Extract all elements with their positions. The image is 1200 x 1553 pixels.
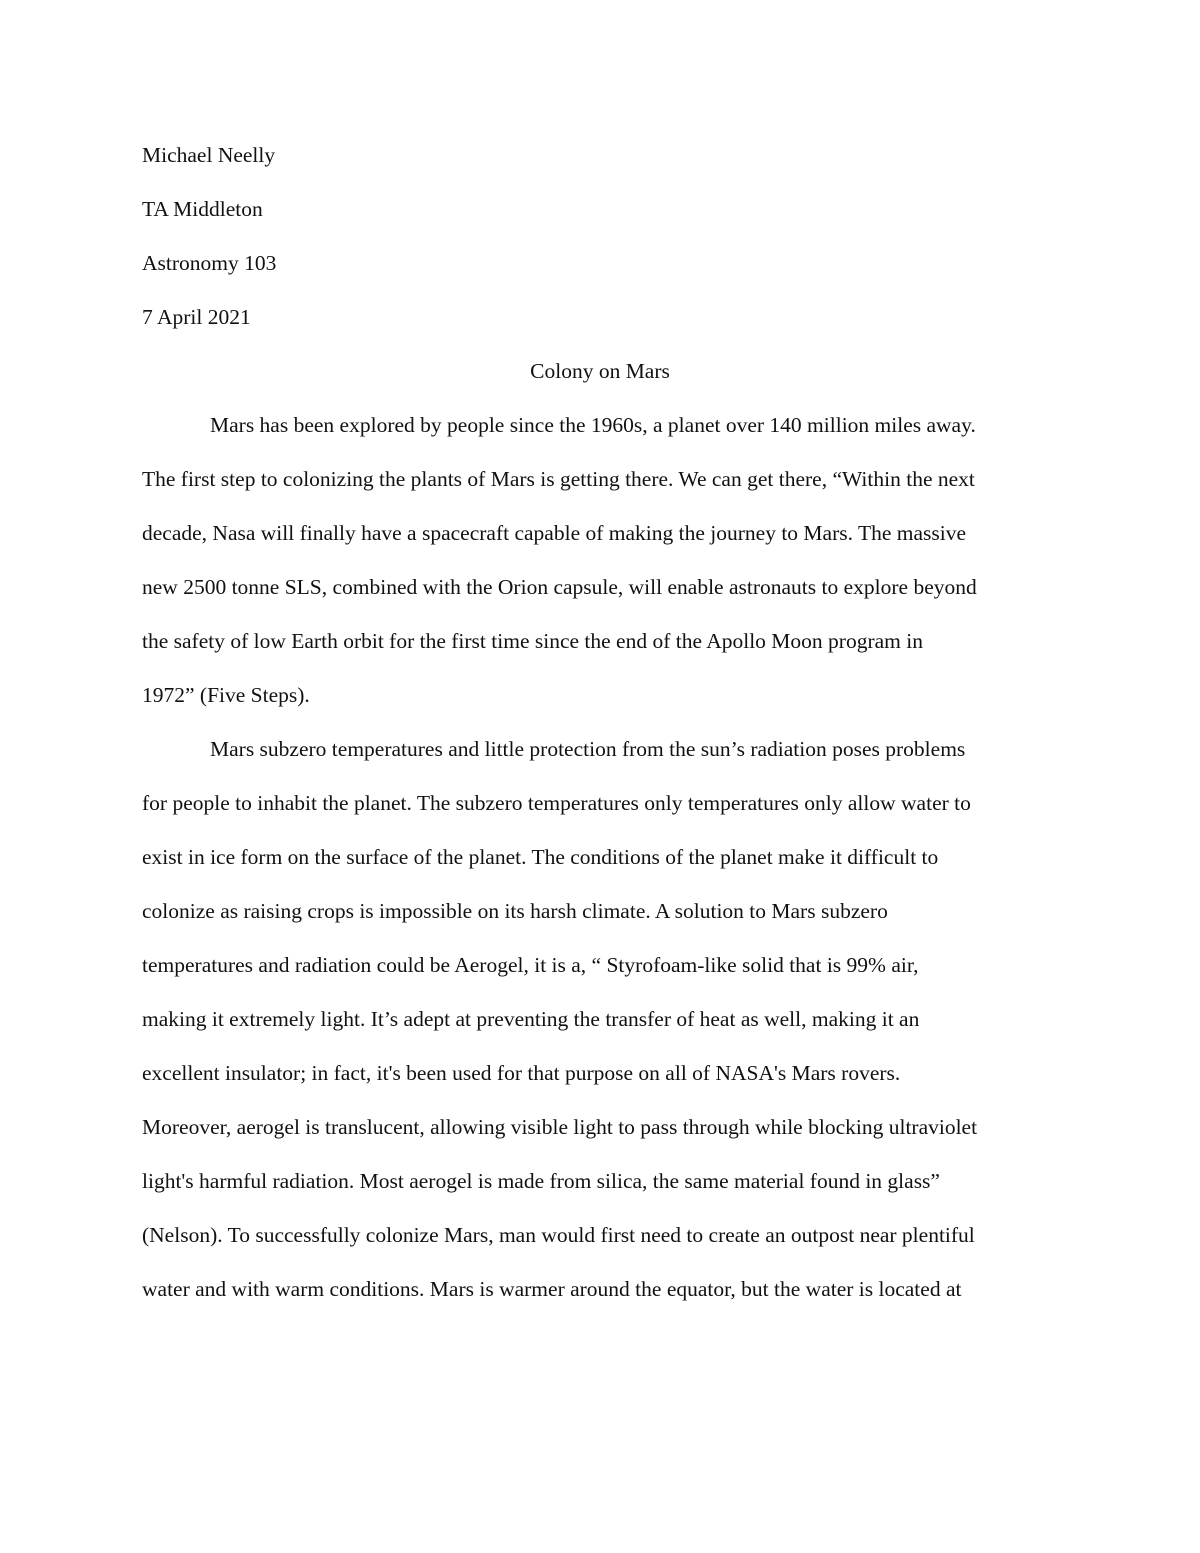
paragraph-line: light's harmful radiation. Most aerogel is made from silica, the same material found in glass” [142,1169,940,1193]
paragraph-line: (Nelson). To successfully colonize Mars, man would first need to create an outpost near plentiful [142,1223,975,1247]
paragraph-line: Mars has been explored by people since the 1960s, a planet over 140 million miles away. [210,413,976,437]
paragraph-line: 1972” (Five Steps). [142,683,310,707]
paragraph-line: colonize as raising crops is impossible on its harsh climate. A solution to Mars subzero [142,899,888,923]
essay-title: Colony on Mars [530,359,670,383]
paragraph-line: new 2500 tonne SLS, combined with the Orion capsule, will enable astronauts to explore beyond [142,575,977,599]
paragraph-line: excellent insulator; in fact, it's been used for that purpose on all of NASA's Mars rovers. [142,1061,901,1085]
essay-date: 7 April 2021 [142,305,251,329]
paragraph-line: exist in ice form on the surface of the planet. The conditions of the planet make it difficult to [142,845,939,869]
course-name: Astronomy 103 [142,251,277,275]
paragraph-line: water and with warm conditions. Mars is warmer around the equator, but the water is located at [142,1277,962,1301]
paragraph-line: making it extremely light. It’s adept at preventing the transfer of heat as well, making it an [142,1007,920,1031]
paragraph-line: for people to inhabit the planet. The subzero temperatures only temperatures only allow water to [142,791,971,815]
essay-body [142,128,1058,1316]
paragraph-line: the safety of low Earth orbit for the first time since the end of the Apollo Moon program in [142,629,923,653]
author-name: Michael Neelly [142,143,276,167]
paragraph-2 [142,722,1058,1316]
paragraph-line: temperatures and radiation could be Aerogel, it is a, “ Styrofoam-like solid that is 99% air, [142,953,919,977]
paragraph-line: Mars subzero temperatures and little protection from the sun’s radiation poses problems [210,737,966,761]
paragraph-1 [142,398,1058,722]
paragraph-line: Moreover, aerogel is translucent, allowing visible light to pass through while blocking ultraviolet [142,1115,978,1139]
instructor-name: TA Middleton [142,197,263,221]
paragraph-line: decade, Nasa will finally have a spacecraft capable of making the journey to Mars. The massive [142,521,967,545]
paragraph-line: The first step to colonizing the plants of Mars is getting there. We can get there, “Within the next [142,467,975,491]
